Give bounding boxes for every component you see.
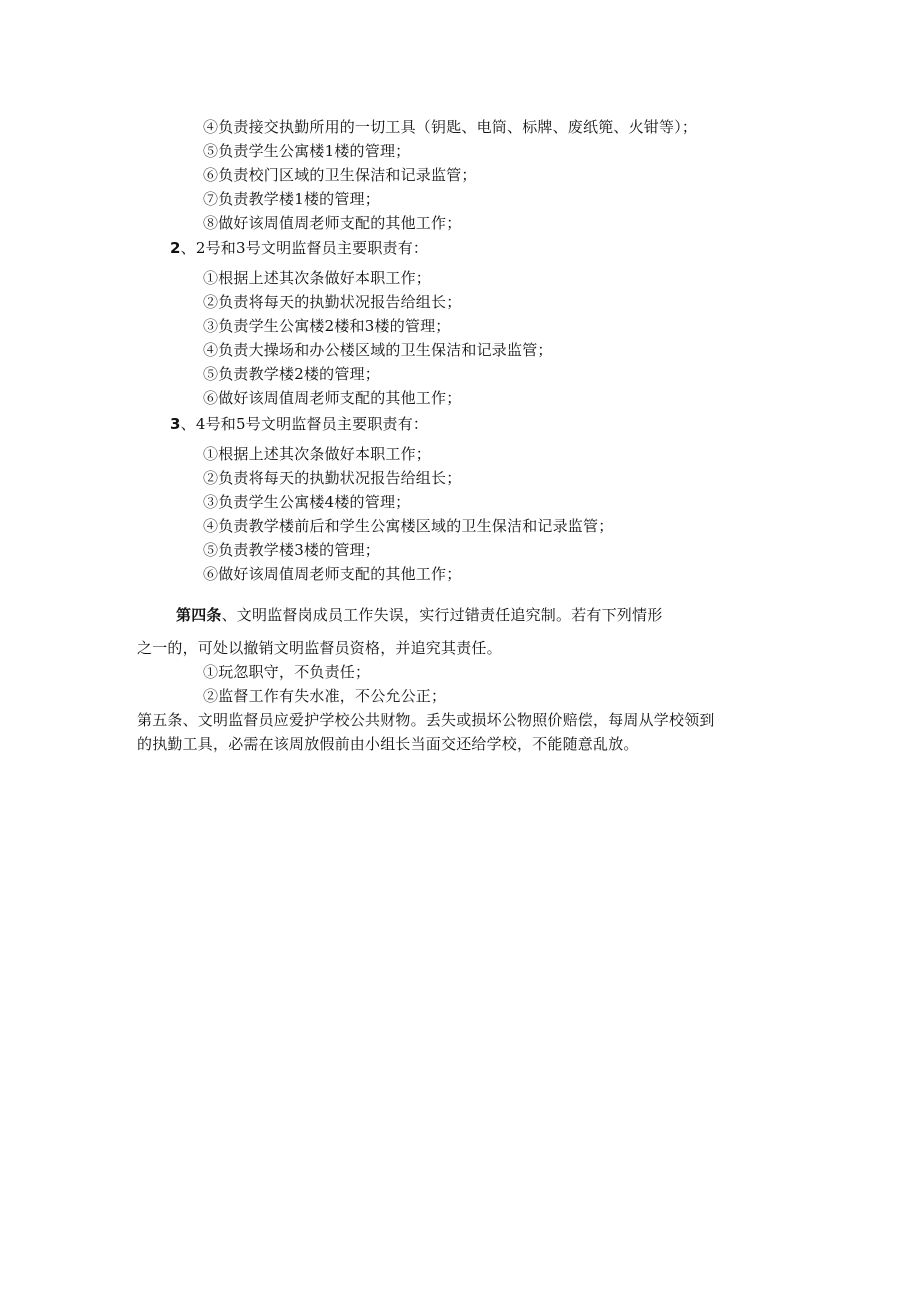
article-item: ②监督工作有失水准，不公允公正； [203,687,447,705]
duty-item: ①根据上述其次条做好本职工作； [203,269,432,287]
section-number: 3 [170,415,181,433]
duty-item: ④负责接交执勤所用的一切工具（钥匙、电筒、标牌、废纸篼、火钳等）； [203,118,698,136]
duty-item: ③负责学生公寓楼2楼和3楼的管理； [203,317,451,335]
article-text: 、文明监督岗成员工作失误，实行过错责任追究制。若有下列情形 [221,606,663,624]
duty-item: ④负责大操场和办公楼区域的卫生保洁和记录监管； [203,341,553,359]
duty-item: ⑥做好该周值周老师支配的其他工作； [203,389,462,407]
article-label: 第四条 [176,606,222,624]
section-heading-text: 、2号和3号文明监督员主要职责有： [180,239,429,257]
duty-item: ⑧做好该周值周老师支配的其他工作； [203,214,462,232]
section-number: 2 [170,239,181,257]
section-heading-text: 、4号和5号文明监督员主要职责有： [180,415,429,433]
duty-item: ⑦负责教学楼1楼的管理； [203,190,380,208]
article-item: ①玩忽职守，不负责任； [203,663,371,681]
duty-item: ⑥做好该周值周老师支配的其他工作； [203,565,462,583]
article-text-line: 之一的，可处以撤销文明监督员资格，并追究其责任。 [137,639,502,657]
article-text-line: 第五条、文明监督员应爱护学校公共财物。丢失或损坏公物照价赔偿，每周从学校领到 [137,711,715,729]
article-paragraph [176,605,662,625]
duty-item: ②负责将每天的执勤状况报告给组长； [203,293,462,311]
duty-item: ⑤负责教学楼2楼的管理； [203,365,380,383]
duty-item: ②负责将每天的执勤状况报告给组长； [203,469,462,487]
section-heading [170,238,428,258]
article-text-line: 的执勤工具，必需在该周放假前由小组长当面交还给学校，不能随意乱放。 [137,735,639,753]
duty-item: ④负责教学楼前后和学生公寓楼区域的卫生保洁和记录监管； [203,517,614,535]
duty-item: ①根据上述其次条做好本职工作； [203,445,432,463]
duty-item: ⑥负责校门区域的卫生保洁和记录监管； [203,166,477,184]
duty-item: ⑤负责学生公寓楼1楼的管理； [203,142,411,160]
duty-item: ③负责学生公寓楼4楼的管理； [203,493,411,511]
duty-item: ⑤负责教学楼3楼的管理； [203,541,380,559]
section-heading [170,414,428,434]
